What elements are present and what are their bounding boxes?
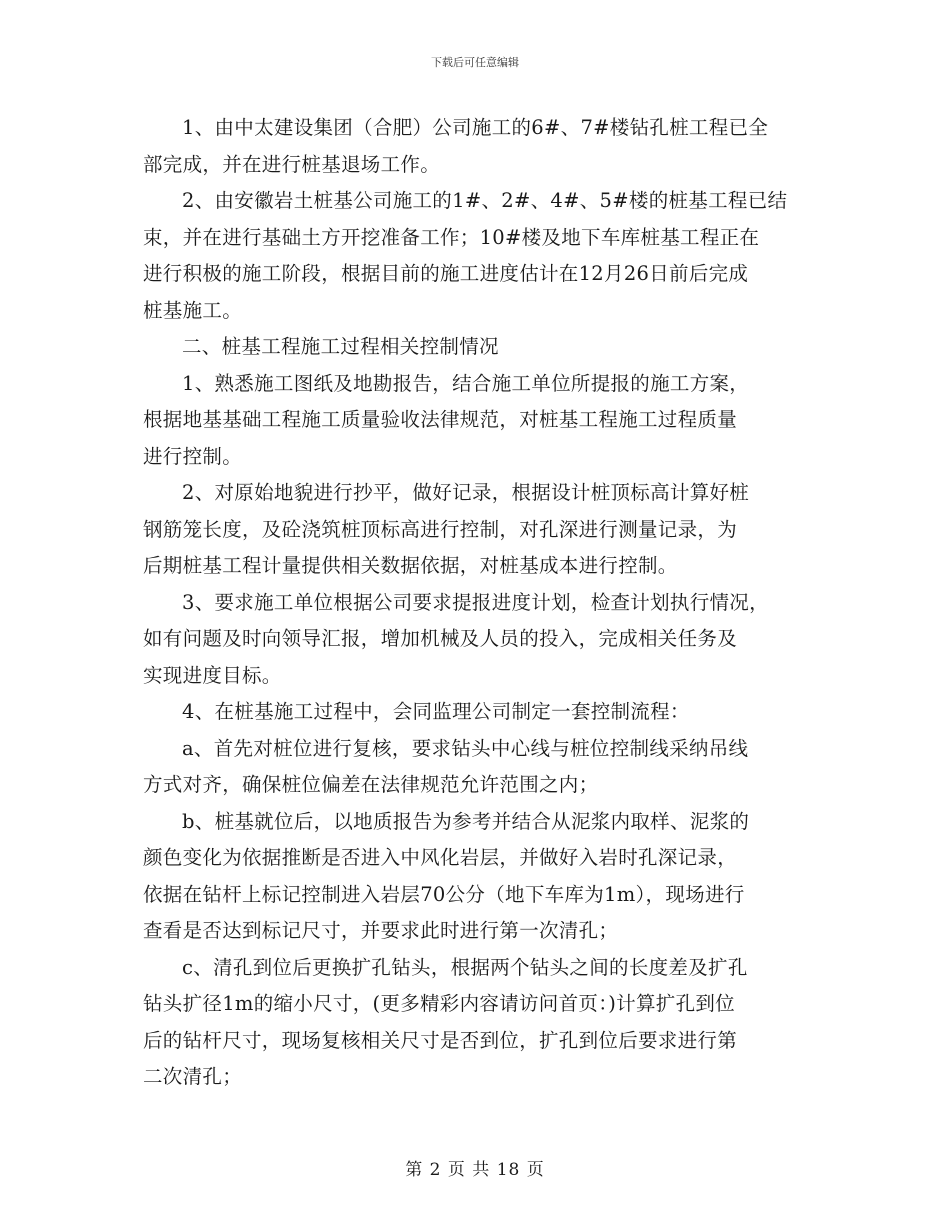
text-line: 二、桩基工程施工过程相关控制情况 xyxy=(182,335,499,358)
text-line: 查看是否达到标记尺寸，并要求此时进行第一次清孔； xyxy=(143,919,619,942)
text-line: 部完成，并在进行桩基退场工作。 xyxy=(143,152,441,176)
text-line: 后的钻杆尺寸，现场复核相关尺寸是否到位，扩孔到位后要求进行第 xyxy=(143,1028,738,1052)
paragraph-4 xyxy=(143,475,821,585)
text-line: 3、要求施工单位根据公司要求提报进度计划，检查计划执行情况， xyxy=(182,590,769,614)
page-number: 第 2 页 共 18 页 xyxy=(405,1160,545,1180)
section-heading xyxy=(143,329,821,366)
text-line: 进行积极的施工阶段，根据目前的施工进度估计在12月26日前后完成 xyxy=(143,262,749,285)
paragraph-6 xyxy=(143,694,821,731)
text-line: b、桩基就位后，以地质报告为参考并结合从泥浆内取样、泥浆的 xyxy=(182,809,750,833)
text-line: 2、对原始地貌进行抄平，做好记录，根据设计桩顶标高计算好桩 xyxy=(182,481,750,504)
text-line: 如有问题及时向领导汇报，增加机械及人员的投入，完成相关任务及 xyxy=(143,627,738,650)
text-line: 方式对齐，确保桩位偏差在法律规范允许范围之内； xyxy=(143,773,599,796)
paragraph-5 xyxy=(143,585,821,695)
page-header: 下载后可任意编辑 xyxy=(431,56,519,69)
document-body xyxy=(143,110,821,1096)
paragraph-8 xyxy=(143,804,821,950)
text-line: 2、由安徽岩土桩基公司施工的1#、2#、4#、5#楼的桩基工程已结 xyxy=(182,189,788,212)
text-line: a、首先对桩位进行复核，要求钻头中心线与桩位控制线采纳吊线 xyxy=(182,736,749,760)
text-line: 实现进度目标。 xyxy=(143,663,282,687)
paragraph-1 xyxy=(143,110,821,183)
text-line: 进行控制。 xyxy=(143,444,243,468)
paragraph-7 xyxy=(143,731,821,804)
text-line: 1、熟悉施工图纸及地勘报告，结合施工单位所提报的施工方案， xyxy=(182,371,750,395)
text-line: c、清孔到位后更换扩孔钻头，根据两个钻头之间的长度差及扩孔 xyxy=(182,955,748,979)
text-line: 二次清孔； xyxy=(143,1065,243,1088)
text-line: 后期桩基工程计量提供相关数据依据，对桩基成本进行控制。 xyxy=(143,554,678,577)
text-line: 根据地基基础工程施工质量验收法律规范，对桩基工程施工过程质量 xyxy=(143,408,738,431)
paragraph-2 xyxy=(143,183,821,329)
paragraph-9 xyxy=(143,950,821,1096)
text-line: 颜色变化为依据推断是否进入中风化岩层，并做好入岩时孔深记录， xyxy=(143,846,738,869)
text-line: 1、由中太建设集团（合肥）公司施工的6#、7#楼钻孔桩工程已全 xyxy=(182,116,769,139)
text-line: 钢筋笼长度，及砼浇筑桩顶标高进行控制，对孔深进行测量记录，为 xyxy=(143,517,738,541)
text-line: 4、在桩基施工过程中，会同监理公司制定一套控制流程： xyxy=(182,700,690,723)
text-line: 束，并在进行基础土方开挖准备工作；10#楼及地下车库桩基工程正在 xyxy=(143,225,760,249)
text-line: 依据在钻杆上标记控制进入岩层70公分（地下车库为1m），现场进行 xyxy=(143,882,745,906)
text-line: 钻头扩径1m的缩小尺寸，(更多精彩内容请访问首页：)计算扩孔到位 xyxy=(143,992,735,1015)
text-line: 桩基施工。 xyxy=(143,298,243,322)
paragraph-3 xyxy=(143,366,821,476)
